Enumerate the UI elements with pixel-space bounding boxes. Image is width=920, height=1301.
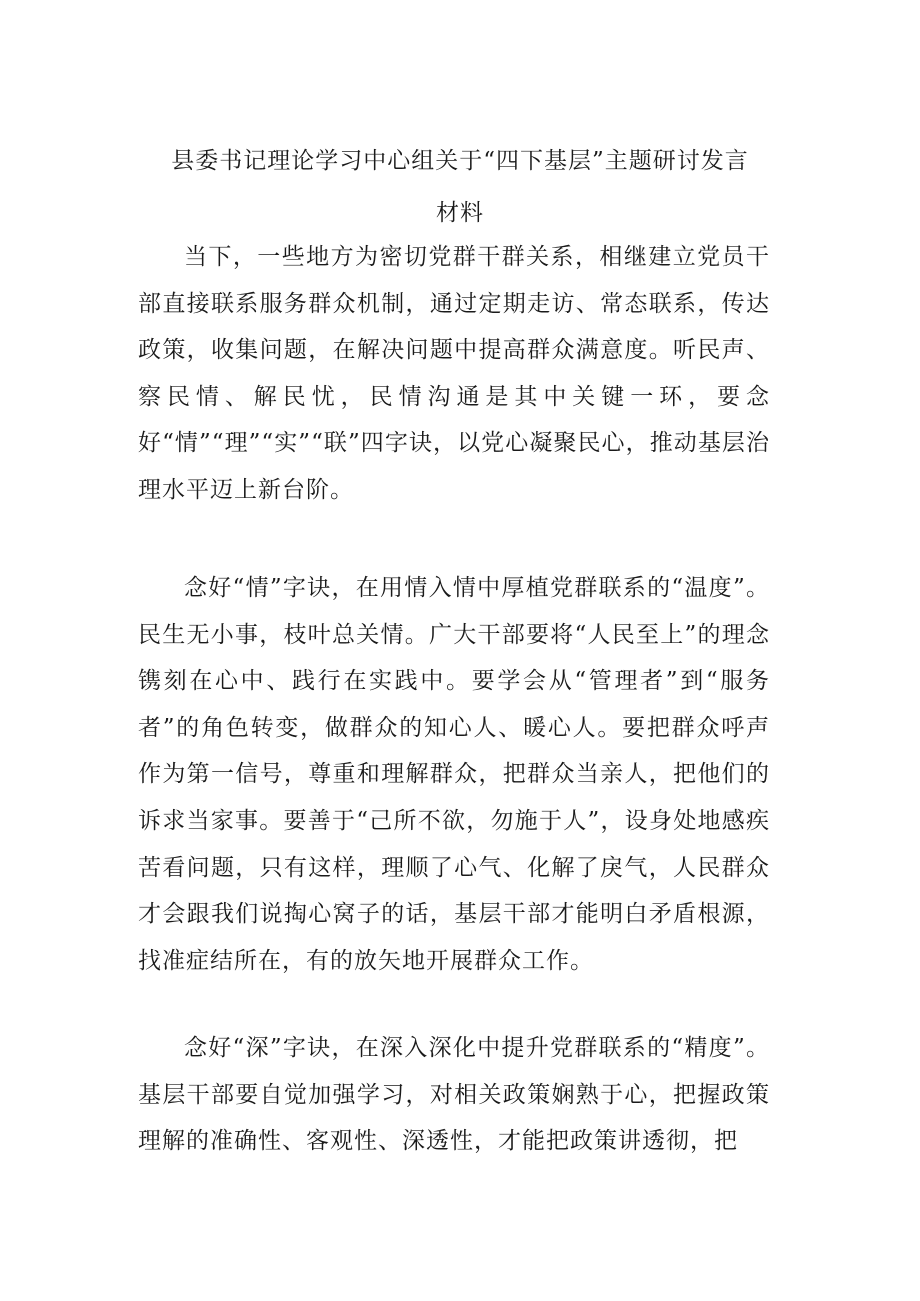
document-title-line-2: 材料 [436,200,484,226]
document-title-line-1: 县委书记理论学习中心组关于“四下基层”主题研讨发言 [171,148,749,174]
paragraph-qing: 念好“情”字诀，在用情入情中厚植党群联系的“温度”。民生无小事，枝叶总关情。广大干部要将“人民至上”的理念镌刻在心中、践行在实践中。要学会从“管理者”到“服务者”的角色转变，做群众的知心人、暖心人。要把群众呼声作为第一信号，尊重和理解群众，把群众当亲人，把他们的诉求当家事。要善于“己所不欲，勿施于人”，设身处地感疾苦看问题，只有这样，理顺了心气、化解了戾气，人民群众才会跟我们说掏心窝子的话，基层干部才能明白矛盾根源，找准症结所在，有的放矢地开展群众工作。 [138,575,770,974]
paragraph-intro: 当下，一些地方为密切党群干群关系，相继建立党员干部直接联系服务群众机制，通过定期走访、常态联系，传达政策，收集问题，在解决问题中提高群众满意度。听民声、察民情、解民忧，民情沟通是其中关键一环，要念好“情”“理”“实”“联”四字诀，以党心凝聚民心，推动基层治理水平迈上新台阶。 [138,244,770,503]
paragraph-shen: 念好“深”字诀，在深入深化中提升党群联系的“精度”。基层干部要自觉加强学习，对相关政策娴熟于心，把握政策理解的准确性、客观性、深透性，才能把政策讲透彻，把 [138,1035,770,1155]
